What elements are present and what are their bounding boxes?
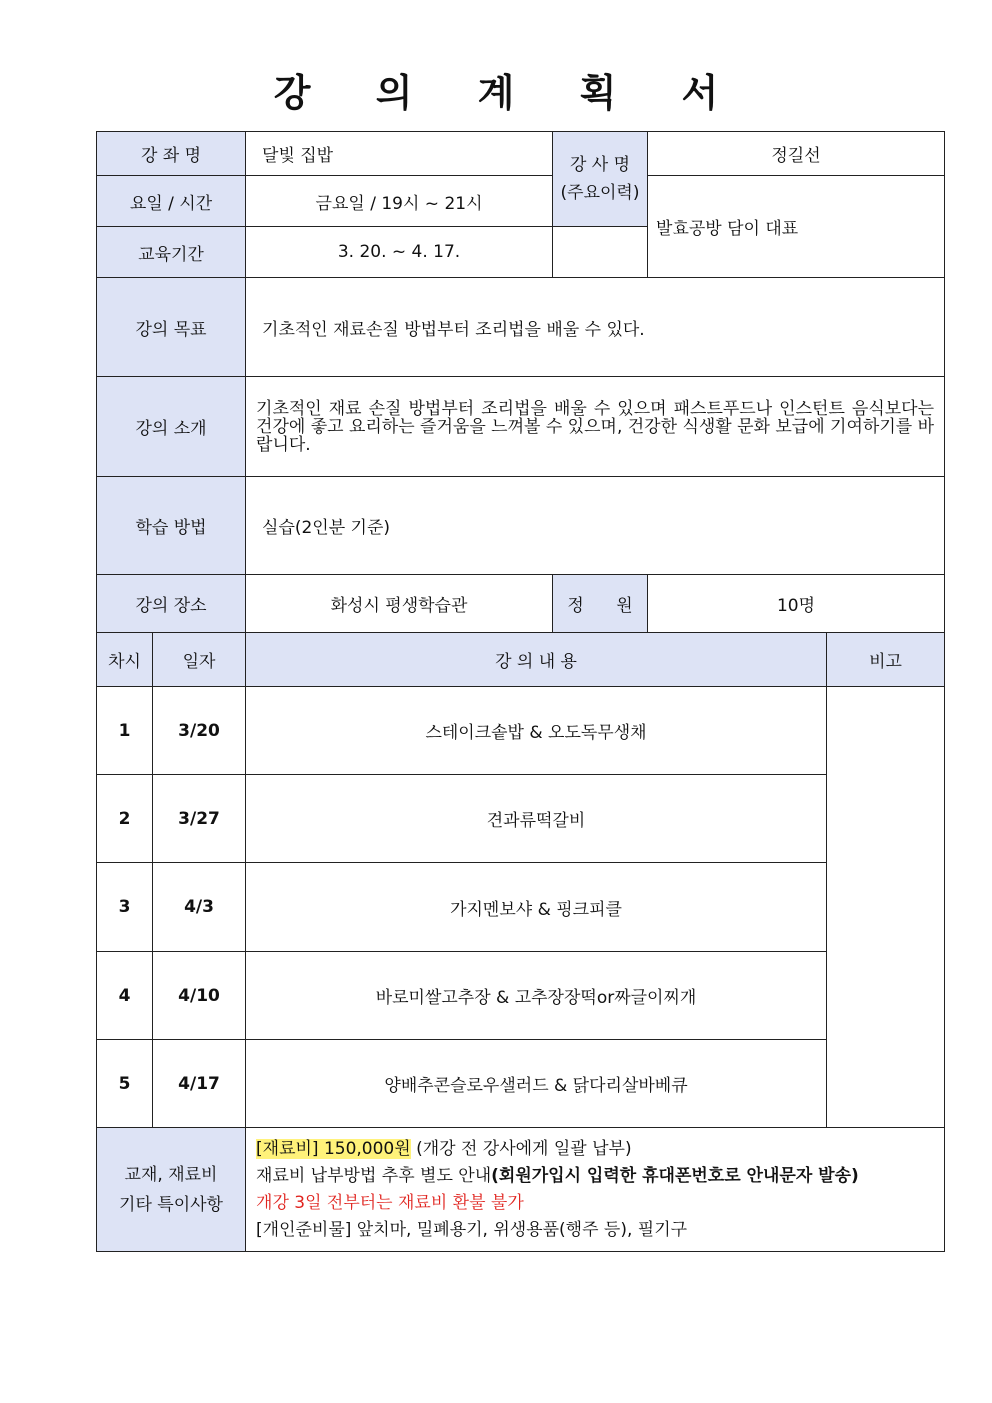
schedule-row (97, 863, 945, 952)
session-date: 3/20 (153, 687, 246, 775)
place-value: 화성시 평생학습관 (246, 575, 553, 633)
session-date: 3/27 (153, 775, 246, 863)
session-content: 양배추콘슬로우샐러드 & 닭다리살바베큐 (246, 1040, 827, 1128)
materials-label (97, 1128, 246, 1252)
document-title: 강 의 계 획 서 (273, 71, 745, 115)
instructor-label-name: 강 사 명 (569, 155, 631, 175)
session-number: 5 (97, 1040, 153, 1128)
session-number: 4 (97, 952, 153, 1040)
schedule-row (97, 687, 945, 775)
instructor-label-career: (주요이력) (560, 183, 640, 203)
schedule-row (97, 1040, 945, 1128)
lecture-plan-table (96, 131, 945, 1252)
session-content: 바로미쌀고추장 & 고추장장떡or짜글이찌개 (246, 952, 827, 1040)
period-label: 교육기간 (97, 227, 246, 278)
instructor-career: 발효공방 담이 대표 (648, 176, 945, 278)
session-date: 4/3 (153, 863, 246, 952)
schedule-row (97, 952, 945, 1040)
fee-note: (개강 전 강사에게 일괄 납부) (410, 1138, 632, 1159)
payment-bold: (회원가입시 입력한 휴대폰번호로 안내문자 발송) (491, 1165, 859, 1186)
materials-label-line1: 교재, 재료비 (124, 1164, 218, 1185)
capacity-label: 정 원 (553, 575, 648, 633)
instructor-name: 정길선 (648, 132, 945, 176)
day-time-value: 금요일 / 19시 ~ 21시 (246, 176, 553, 227)
goal-value: 기초적인 재료손질 방법부터 조리법을 배울 수 있다. (246, 278, 945, 377)
place-label: 강의 장소 (97, 575, 246, 633)
schedule-row (97, 775, 945, 863)
schedule-note (827, 687, 945, 1128)
session-date: 4/17 (153, 1040, 246, 1128)
capacity-value: 10명 (648, 575, 945, 633)
fee-highlight: [재료비] 150,000원 (256, 1138, 411, 1159)
session-number: 2 (97, 775, 153, 863)
payment-prefix: 재료비 납부방법 추후 별도 안내 (256, 1165, 492, 1186)
schedule-header-date: 일자 (153, 633, 246, 687)
payment-line (256, 1163, 934, 1190)
session-number: 3 (97, 863, 153, 952)
refund-warning: 개강 3일 전부터는 재료비 환불 불가 (256, 1192, 524, 1213)
instructor-label (553, 132, 648, 227)
schedule-header-content: 강 의 내 용 (246, 633, 827, 687)
materials-label-line2: 기타 특이사항 (119, 1194, 223, 1215)
session-number: 1 (97, 687, 153, 775)
session-content: 스테이크솥밥 & 오도독무생채 (246, 687, 827, 775)
session-date: 4/10 (153, 952, 246, 1040)
materials-details (246, 1128, 945, 1252)
session-content: 견과류떡갈비 (246, 775, 827, 863)
session-content: 가지멘보샤 & 핑크피클 (246, 863, 827, 952)
period-value: 3. 20. ~ 4. 17. (246, 227, 553, 278)
goal-label: 강의 목표 (97, 278, 246, 377)
method-label: 학습 방법 (97, 477, 246, 575)
intro-label: 강의 소개 (97, 377, 246, 477)
method-value: 실습(2인분 기준) (246, 477, 945, 575)
intro-value: 기초적인 재료 손질 방법부터 조리법을 배울 수 있으며 패스트푸드나 인스턴트 음식보다는 건강에 좋고 요리하는 즐거움을 느껴볼 수 있으며, 건강한 식생활 문화 보급에 기여하기를 바랍니다. (246, 377, 945, 477)
day-time-label: 요일 / 시간 (97, 176, 246, 227)
personal-items: [개인준비물] 앞치마, 밀폐용기, 위생용품(행주 등), 필기구 (256, 1219, 688, 1240)
course-name-label: 강 좌 명 (97, 132, 246, 176)
schedule-header-session: 차시 (97, 633, 153, 687)
course-name-value: 달빛 집밥 (246, 132, 553, 176)
fee-line (256, 1136, 934, 1163)
schedule-header-note: 비고 (827, 633, 945, 687)
